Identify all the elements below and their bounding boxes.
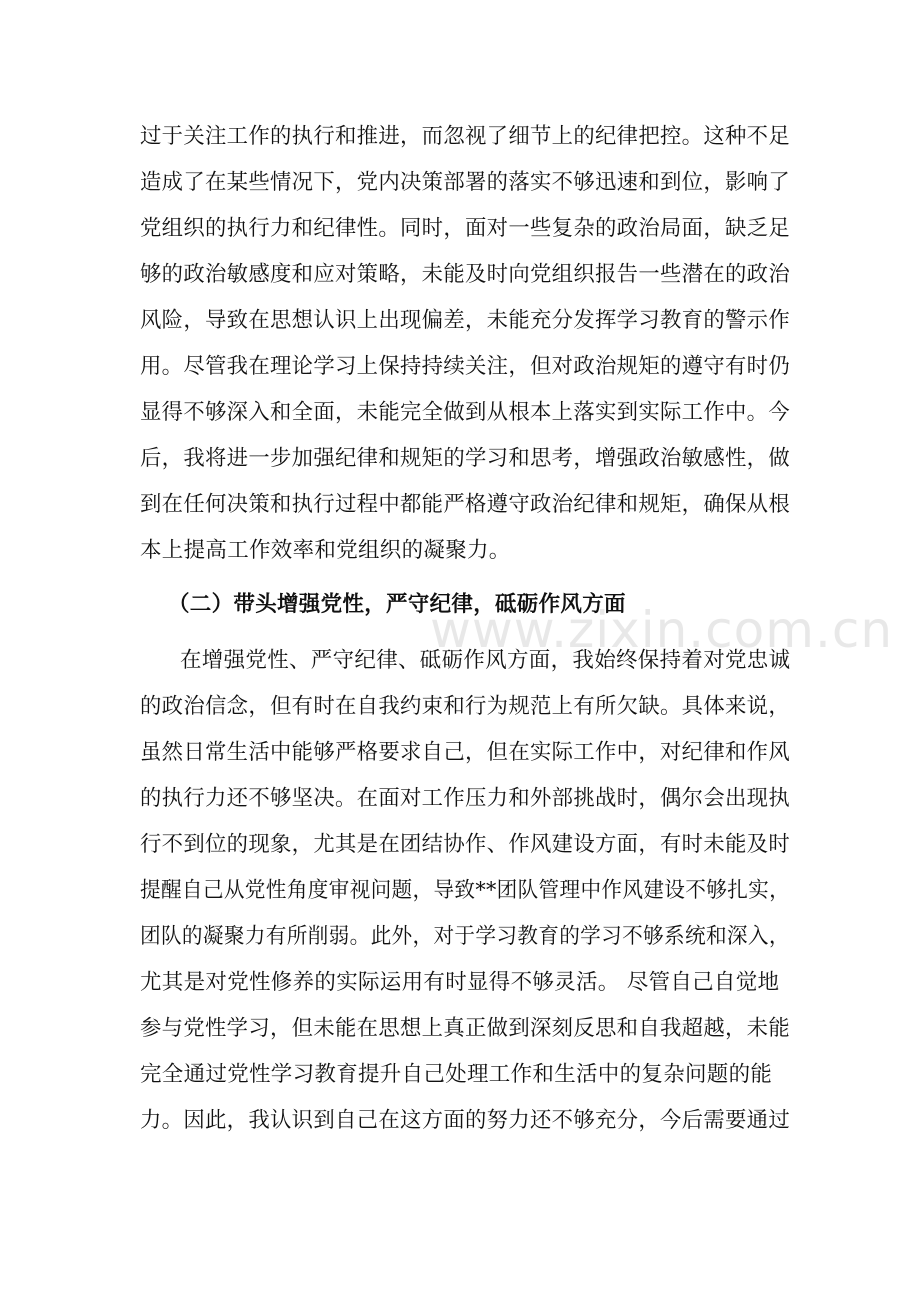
watermark: www.zixin.com.cn (430, 601, 894, 659)
text-line: 力。因此，我认识到自己在这方面的努力还不够充分，今后需要通过 (140, 1108, 791, 1133)
text-line: 提醒自己从党性角度审视问题，导致**团队管理中作风建设不够扎实， (140, 878, 791, 903)
text-line: 风险，导致在思想认识上出现偏差，未能充分发挥学习教育的警示作 (140, 308, 791, 333)
text-line: 在增强党性、严守纪律、砥砺作风方面，我始终保持着对党忠诚 (180, 648, 791, 673)
text-line: 过于关注工作的执行和推进，而忽视了细节上的纪律把控。这种不足 (140, 124, 791, 149)
text-line: 虽然日常生活中能够严格要求自己，但在实际工作中，对纪律和作风 (140, 740, 791, 765)
text-line: 的执行力还不够坚决。在面对工作压力和外部挑战时，偶尔会出现执 (140, 786, 791, 811)
text-line: 本上提高工作效率和党组织的凝聚力。 (140, 538, 511, 563)
section-heading: （二）带头增强党性，严守纪律，砥砺作风方面 (168, 592, 626, 617)
text-line: 行不到位的现象，尤其是在团结协作、作风建设方面，有时未能及时 (140, 832, 791, 857)
text-line: 参与党性学习，但未能在思想上真正做到深刻反思和自我超越，未能 (140, 1016, 791, 1041)
text-line: 后，我将进一步加强纪律和规矩的学习和思考，增强政治敏感性，做 (140, 446, 791, 471)
text-line: 党组织的执行力和纪律性。同时，面对一些复杂的政治局面，缺乏足 (140, 216, 791, 241)
text-line: 到在任何决策和执行过程中都能严格遵守政治纪律和规矩，确保从根 (140, 492, 791, 517)
text-line: 尤其是对党性修养的实际运用有时显得不够灵活。 尽管自己自觉地 (140, 970, 780, 995)
text-line: 造成了在某些情况下，党内决策部署的落实不够迅速和到位，影响了 (140, 170, 791, 195)
text-line: 的政治信念，但有时在自我约束和行为规范上有所欠缺。具体来说， (140, 694, 791, 719)
text-line: 显得不够深入和全面，未能完全做到从根本上落实到实际工作中。今 (140, 400, 791, 425)
text-line: 够的政治敏感度和应对策略，未能及时向党组织报告一些潜在的政治 (140, 262, 791, 287)
text-line: 用。尽管我在理论学习上保持持续关注，但对政治规矩的遵守有时仍 (140, 354, 791, 379)
text-line: 完全通过党性学习教育提升自己处理工作和生活中的复杂问题的能 (140, 1062, 773, 1087)
text-line: 团队的凝聚力有所削弱。此外，对于学习教育的学习不够系统和深入， (140, 924, 790, 949)
